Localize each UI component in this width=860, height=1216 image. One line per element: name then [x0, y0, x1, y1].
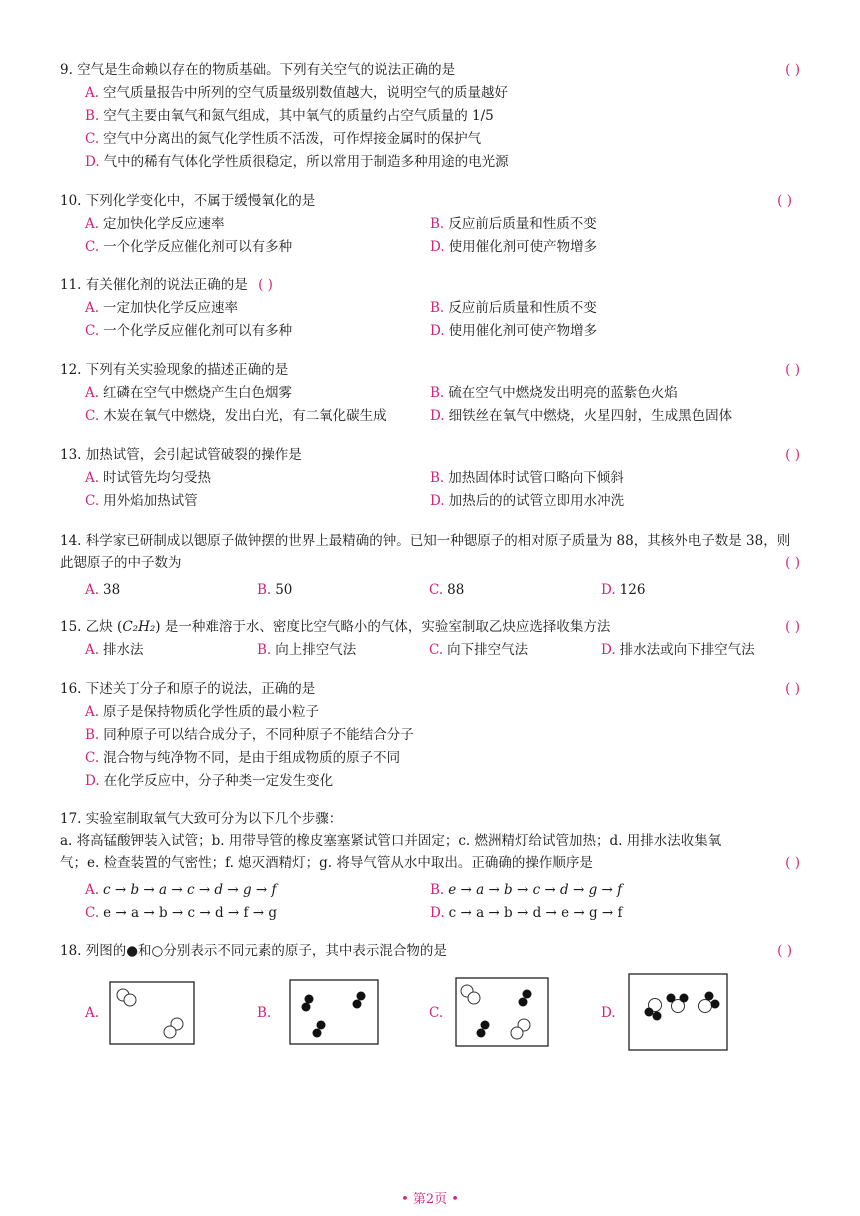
question-11: [60, 274, 800, 342]
option-d[interactable]: D. 在化学反应中，分子种类一定发生变化: [85, 772, 334, 789]
question-text: 18. 列图的●和○分别表示不同元素的原子，其中表示混合物的是: [60, 943, 447, 959]
question-text-cont: ) 是一种难溶于水、密度比空气略小的气体，实验室制取乙炔应选择收集方法: [155, 619, 611, 635]
question-stem: [60, 808, 800, 830]
option-a[interactable]: A. 红磷在空气中燃烧产生白色烟雾: [85, 384, 293, 401]
answer-blank: ( ): [785, 681, 800, 697]
option-b[interactable]: B. 加热固体时试管口略向下倾斜: [430, 469, 624, 486]
steps-text: a. 将高锰酸钾装入试管；b. 用带导管的橡皮塞塞紧试管口并固定；c. 燃洲精灯给试管加热；d. 用排水法收集氧气；e. 检查装置的气密性；f. 熄灭酒精灯；g. 将导气管从水中取出。正确确的操作顺序是: [60, 833, 722, 871]
question-9: [60, 59, 800, 173]
option-a[interactable]: A. 排水法: [85, 641, 144, 658]
molecule-figures: [85, 977, 785, 1057]
question-17: [60, 808, 800, 924]
question-stem: [60, 616, 800, 638]
option-d[interactable]: D. 使用催化剂可使产物增多: [430, 322, 598, 339]
question-16: [60, 678, 800, 792]
option-d[interactable]: D. 气中的稀有气体化学性质很稳定，所以常用于制造多种用途的电光源: [85, 153, 509, 170]
option-c[interactable]: C. 木炭在氧气中燃烧，发出白光，有二氧化碳生成: [85, 407, 387, 424]
box-c: [455, 977, 549, 1047]
question-text: 12. 下列有关实验现象的描述正确的是: [60, 362, 289, 378]
question-text: 10. 下列化学变化中，不属于缓慢氧化的是: [60, 193, 316, 209]
option-b[interactable]: B. 同种原子可以结合成分子，不同种原子不能结合分子: [85, 726, 414, 743]
chemical-formula: C₂H₂: [122, 619, 156, 635]
question-stem: [60, 940, 800, 962]
question-text: 15. 乙炔 (: [60, 619, 123, 635]
question-12: [60, 359, 800, 427]
answer-blank: ( ): [258, 277, 273, 293]
option-c[interactable]: C. 88: [429, 581, 465, 598]
question-10: [60, 190, 800, 258]
option-a[interactable]: A. c → b → a → c → d → g → f: [85, 881, 277, 898]
option-b[interactable]: B. 50: [257, 581, 293, 598]
question-text: 13. 加热试管，会引起试管破裂的操作是: [60, 447, 302, 463]
question-stem: [60, 359, 800, 381]
option-c[interactable]: C. 空气中分离出的氮气化学性质不活泼，可作焊接金属时的保护气: [85, 130, 482, 147]
box-d: [628, 973, 728, 1051]
option-c[interactable]: C. 一个化学反应催化剂可以有多种: [85, 238, 293, 255]
question-13: [60, 444, 800, 512]
option-b[interactable]: B. 向上排空气法: [257, 641, 357, 658]
option-a[interactable]: A. 定加快化学反应速率: [85, 215, 225, 232]
question-stem: [60, 444, 800, 466]
option-d[interactable]: D. 细铁丝在氧气中燃烧，火星四射，生成黑色固体: [430, 407, 733, 424]
option-c[interactable]: C. e → a → b → c → d → f → g: [85, 904, 278, 921]
question-stem: [60, 190, 800, 212]
question-stem: [60, 59, 800, 81]
option-a[interactable]: A. 38: [85, 581, 121, 598]
question-text: 14. 科学家已研制成以锶原子做钟摆的世界上最精确的钟。已知一种锶原子的相对原子质量为 88，其核外电子数是 38，则此锶原子的中子数为: [60, 533, 791, 571]
answer-blank: ( ): [785, 62, 800, 78]
page-number: • 第2页 •: [401, 1192, 459, 1207]
option-b[interactable]: B. e → a → b → c → d → g → f: [430, 881, 623, 898]
answer-blank: ( ): [777, 943, 792, 959]
option-b-label: B.: [257, 1005, 272, 1021]
question-stem: [60, 274, 800, 296]
question-text: 17. 实验室制取氧气大致可分为以下几个步骤：: [60, 811, 343, 827]
question-text: 9. 空气是生命赖以存在的物质基础。下列有关空气的说法正确的是: [60, 62, 456, 78]
option-a[interactable]: A. 原子是保持物质化学性质的最小粒子: [85, 703, 320, 720]
box-b: [289, 979, 379, 1045]
option-c[interactable]: C. 混合物与纯净物不同，是由于组成物质的原子不同: [85, 749, 401, 766]
option-d[interactable]: D. 126: [601, 581, 646, 598]
option-b[interactable]: B. 反应前后质量和性质不变: [430, 215, 597, 232]
option-c[interactable]: C. 用外焰加热试管: [85, 492, 198, 509]
option-c[interactable]: C. 向下排空气法: [429, 641, 529, 658]
option-c[interactable]: C. 一个化学反应催化剂可以有多种: [85, 322, 293, 339]
option-a-label: A.: [85, 1005, 100, 1021]
option-b[interactable]: B. 反应前后质量和性质不变: [430, 299, 597, 316]
question-text: 16. 下述关丁分子和原子的说法，正确的是: [60, 681, 316, 697]
option-a[interactable]: A. 一定加快化学反应速率: [85, 299, 239, 316]
option-d[interactable]: D. 排水法或向下排空气法: [601, 641, 755, 658]
question-text: 11. 有关催化剂的说法正确的是: [60, 277, 248, 293]
question-18: [60, 940, 800, 962]
question-stem: [60, 530, 800, 574]
option-d[interactable]: D. 使用催化剂可使产物增多: [430, 238, 598, 255]
option-c-label: C.: [429, 1005, 444, 1021]
answer-blank: ( ): [785, 447, 800, 463]
question-15: [60, 616, 800, 661]
answer-blank: ( ): [785, 619, 800, 635]
option-d[interactable]: D. 加热后的的试管立即用水冲洗: [430, 492, 625, 509]
option-d-label: D.: [601, 1005, 616, 1021]
option-b[interactable]: B. 空气主要由氧气和氮气组成，其中氧气的质量约占空气质量的 1/5: [85, 107, 494, 124]
option-a[interactable]: A. 空气质量报告中所列的空气质量级别数值越大，说明空气的质量越好: [85, 84, 509, 101]
option-a[interactable]: A. 时试管先均匀受热: [85, 469, 212, 486]
question-steps: [60, 830, 800, 874]
answer-blank: ( ): [777, 193, 792, 209]
question-14: [60, 530, 800, 601]
answer-blank: ( ): [785, 855, 800, 871]
box-a: [109, 981, 195, 1045]
question-stem: [60, 678, 800, 700]
option-b[interactable]: B. 硫在空气中燃烧发出明亮的蓝紫色火焰: [430, 384, 678, 401]
answer-blank: ( ): [785, 362, 800, 378]
answer-blank: ( ): [785, 555, 800, 571]
option-d[interactable]: D. c → a → b → d → e → g → f: [430, 904, 623, 921]
